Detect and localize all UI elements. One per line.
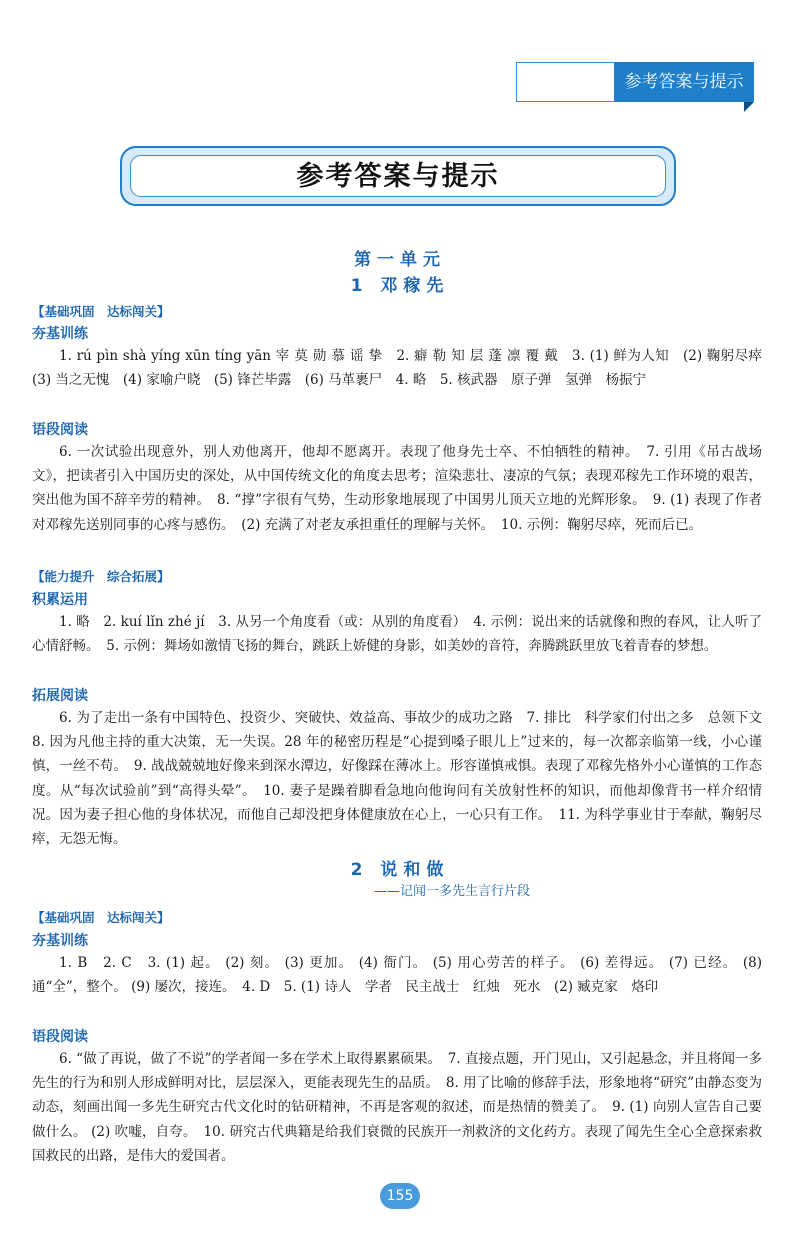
subsection-heading: 夯基训练 [32, 326, 88, 342]
title-banner [120, 146, 676, 206]
answer-paragraph: 1. B 2. C 3. (1) 起。 (2) 刻。 (3) 更加。 (4) 衙门。 (5) 用心劳苦的样子。 (6) 差得远。 (7) 已经。 (8) 通“全”，整个。 (9) 屡次，接连。 4. D 5. (1) 诗人 学者 民主战士 红烛 死水 (2) 臧克家 烙印 [32, 955, 762, 996]
section-tag: 【基础巩固 达标闯关】 [32, 304, 170, 319]
answer-paragraph: 6. 为了走出一条有中国特色、投资少、突破快、效益高、事故少的成功之路 7. 排比 科学家们付出之多 总领下文 8. 因为凡他主持的重大决策，无一失误。28 年的秘密历程是“心提到嗓子眼儿上”过来的，每一次都亲临第一线，小心谨慎，一丝不苟。 9. 战战兢兢地好像来到深水潭边，好像踩在薄冰上。形容谨慎戒惧。表现了邓稼先格外小心谨慎的工作态度。从“每次试验前”到“高得头晕”。 10. 妻子是躁着脚看急地向他询问有关放射性杯的知识，而他却像背书一样介绍情况。因为妻子担心他的身体状况，而他自己却没把身体健康放在心上，一心只有工作。 11. 为科学事业甘于奉献，鞠躬尽瘁，无怨无悔。 [32, 710, 776, 848]
lesson-heading-1: 1 邓稼先 [350, 276, 450, 296]
answer-paragraph: 6. 一次试验出现意外，别人劝他离开，他却不愿离开。表现了他身先士卒、不怕牺牲的精神。 7. 引用《吊古战场文》，把读者引入中国历史的深处，从中国传统文化的角度去思考；渲染悲壮、凄凉的气氛；表现邓稼先工作环境的艰苦，突出他为国不辞辛劳的精神。 8. “撑”字很有气势，生动形象地展现了中国男儿顶天立地的光辉形象。 9. (1) 表现了作者对邓稼先送别同事的心疼与感伤。 (2) 充满了对老友承担重任的理解与关怀。 10. 示例：鞠躬尽瘁，死而后已。 [32, 444, 762, 533]
header-fold-decoration [744, 102, 754, 112]
page-title: 参考答案与提示 [130, 155, 666, 197]
unit-heading: 第一单元 [354, 250, 446, 270]
answer-paragraph: 6. “做了再说，做了不说”的学者闻一多在学术上取得累累硕果。 7. 直接点题，开门见山，又引起悬念，并且将闻一多先生的行为和别人形成鲜明对比，层层深入，更能表现先生的品质。 8. 用了比喻的修辞手法，形象地将“研究”由静态变为动态，刻画出闻一多先生研究古代文化时的钻研精神，不再是客观的叙述，而是热情的赞美了。 9. (1) 向别人宣告自己要做什么。 (2) 吹嘘，自夸。 10. 研究古代典籍是给我们衰微的民族开一剂救济的文化药方。表现了闻先生全心全意探索救国救民的出路，是伟大的爱国者。 [32, 1051, 762, 1164]
lesson-heading-2: 2 说和做 [350, 860, 450, 880]
subsection-heading: 语段阅读 [32, 1029, 88, 1045]
header-tab: 参考答案与提示 [614, 62, 754, 102]
section-tag: 【能力提升 综合拓展】 [32, 569, 170, 584]
subsection-heading: 拓展阅读 [32, 688, 88, 704]
subsection-heading: 语段阅读 [32, 422, 88, 438]
lesson-subtitle: ——记闻一多先生言行片段 [373, 884, 530, 899]
answer-paragraph: 1. rú pìn shà yíng xūn tíng yān 宰 莫 勋 慕 谣 挚 2. 癖 勒 知 层 蓬 凛 覆 戴 3. (1) 鲜为人知 (2) 鞠躬尽瘁 (3) 当之无愧 (4) 家喻户晓 (5) 锋芒毕露 (6) 马革裹尸 4. 略 5. 核武器 原子弹 氢弹 杨振宁 [32, 348, 776, 389]
subsection-heading: 积累运用 [32, 592, 88, 608]
answer-paragraph: 1. 略 2. kuí lǐn zhé jí 3. 从另一个角度看（或：从别的角度看） 4. 示例：说出来的话就像和煦的春风，让人听了心情舒畅。 5. 示例：舞场如激情飞扬的舞台，跳跃上娇健的身影，如美妙的音符，奔腾跳跃里放飞着青春的梦想。 [32, 614, 762, 655]
subsection-heading: 夯基训练 [32, 933, 88, 949]
section-tag: 【基础巩固 达标闯关】 [32, 910, 170, 925]
page-number: 155 [380, 1183, 420, 1209]
